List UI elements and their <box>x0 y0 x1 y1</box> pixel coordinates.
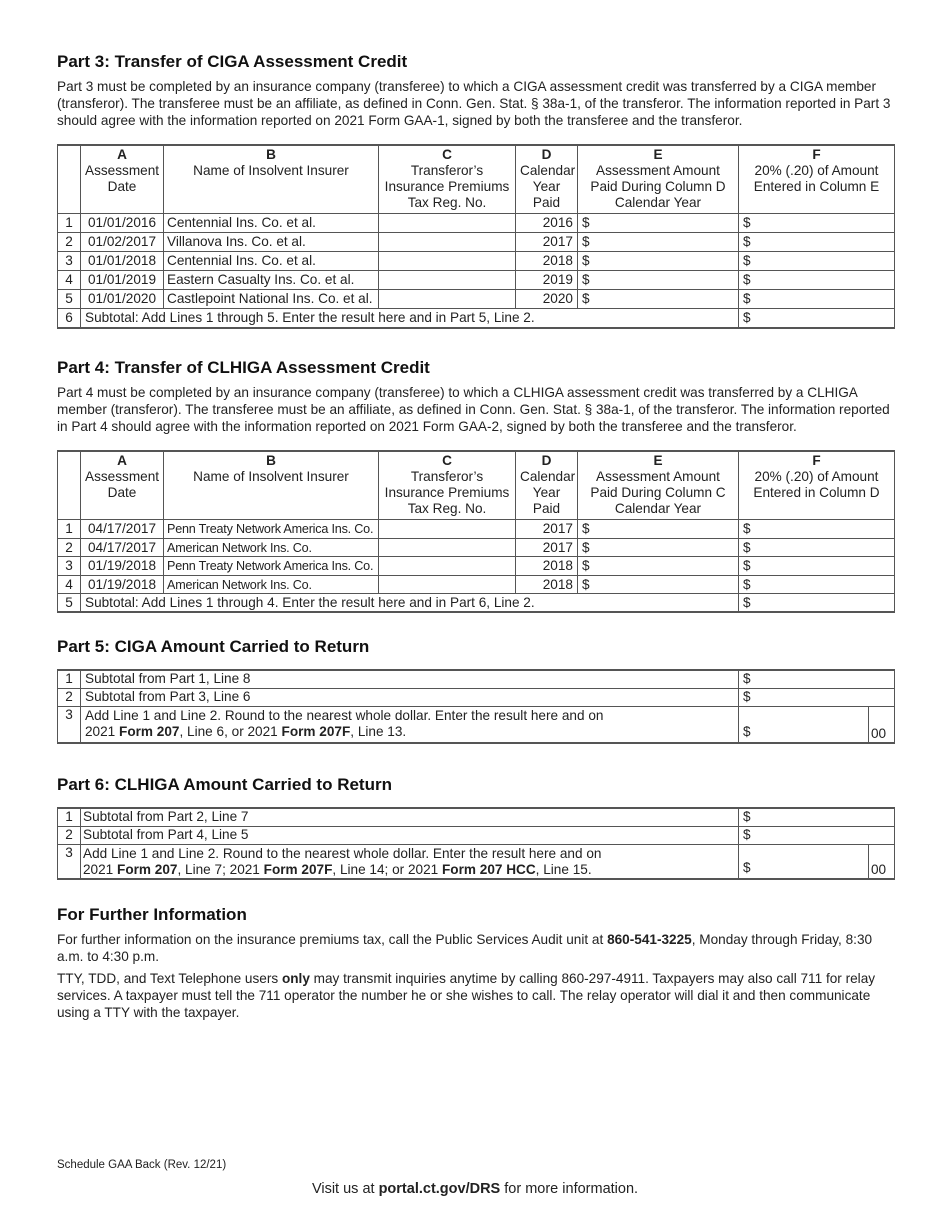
text: Add Line 1 and Line 2. Round to the nearest whole dollar. Enter the result here and on <box>85 707 604 723</box>
column-header <box>164 145 379 214</box>
insurer-name: Penn Treaty Network America Ins. Co. <box>164 557 379 576</box>
line-number: 6 <box>58 309 81 328</box>
assessment-date: 01/01/2019 <box>81 271 164 290</box>
amount-field[interactable]: $ <box>739 688 895 706</box>
part5-title: Part 5: CIGA Amount Carried to Return <box>57 637 370 656</box>
amount-field[interactable]: $ <box>739 706 869 743</box>
part5-section <box>57 637 894 744</box>
amount-field[interactable]: $ <box>739 670 895 688</box>
line-number: 3 <box>58 252 81 271</box>
amount-field[interactable]: $ <box>578 233 739 252</box>
text: may transmit inquiries anytime by calling 860-297-4911. Taxpayers may also call 711 for relay services. A taxpayer must tell the 711 operator the number he or she wishes to call. The relay operator will dial it and then communicate using a TTY with the taxpayer. <box>57 971 876 1020</box>
column-title: Calendar Year Paid <box>520 469 576 516</box>
line-number: 5 <box>58 290 81 309</box>
calendar-year: 2018 <box>516 252 578 271</box>
assessment-date: 01/19/2018 <box>81 557 164 576</box>
column-letter: E <box>653 147 663 162</box>
part3-table <box>57 144 895 329</box>
line-label: Subtotal from Part 3, Line 6 <box>81 688 739 706</box>
insurer-name: Eastern Casualty Ins. Co. et al. <box>164 271 379 290</box>
credit-field[interactable]: $ <box>739 557 895 576</box>
assessment-date: 01/01/2016 <box>81 214 164 233</box>
line-col-header <box>58 145 81 214</box>
line-label <box>81 844 739 879</box>
subtotal-row <box>58 309 895 328</box>
table-row <box>58 290 895 309</box>
info-paragraph-2 <box>57 970 894 1021</box>
column-letter: B <box>266 147 276 162</box>
column-letter: F <box>812 147 821 162</box>
calendar-year: 2017 <box>516 520 578 539</box>
visit-line <box>0 1181 950 1198</box>
credit-field[interactable]: $ <box>739 233 895 252</box>
table-row <box>58 214 895 233</box>
column-header <box>578 451 739 520</box>
table-row <box>58 575 895 594</box>
column-header <box>739 145 895 214</box>
part5-line-1 <box>58 670 895 688</box>
line-number: 1 <box>58 670 81 688</box>
column-title: Assessment Date <box>85 163 160 194</box>
line-label: Subtotal from Part 4, Line 5 <box>81 826 739 844</box>
line-number: 1 <box>58 214 81 233</box>
line-number: 2 <box>58 688 81 706</box>
line-number: 2 <box>58 233 81 252</box>
line-number: 5 <box>58 594 81 613</box>
form-id: Schedule GAA Back (Rev. 12/21) <box>57 1159 227 1171</box>
part4-table <box>57 450 895 613</box>
insurer-name: Centennial Ins. Co. et al. <box>164 252 379 271</box>
credit-field[interactable]: $ <box>739 538 895 557</box>
part5-table <box>57 669 895 744</box>
info-paragraph-1 <box>57 931 894 965</box>
part6-title: Part 6: CLHIGA Amount Carried to Return <box>57 775 392 794</box>
line-col-header <box>58 451 81 520</box>
line-number: 3 <box>58 557 81 576</box>
tax-reg-field[interactable] <box>379 290 516 309</box>
part4-section <box>57 358 894 435</box>
text: , Line 7; 2021 <box>177 861 264 877</box>
tax-reg-field[interactable] <box>379 214 516 233</box>
column-header <box>578 145 739 214</box>
insurer-name: American Network Ins. Co. <box>164 575 379 594</box>
subtotal-label: Subtotal: Add Lines 1 through 5. Enter the result here and in Part 5, Line 2. <box>81 309 739 328</box>
form-ref: Form 207 <box>119 723 180 739</box>
cents-field: 00 <box>869 706 895 743</box>
tax-reg-field[interactable] <box>379 575 516 594</box>
subtotal-row <box>58 594 895 613</box>
column-title: Assessment Date <box>85 469 160 500</box>
column-header <box>81 451 164 520</box>
header-row <box>58 451 895 520</box>
column-letter: E <box>653 453 663 468</box>
amount-field[interactable]: $ <box>578 271 739 290</box>
tax-reg-field[interactable] <box>379 271 516 290</box>
calendar-year: 2017 <box>516 538 578 557</box>
amount-field[interactable]: $ <box>578 520 739 539</box>
part3-title: Part 3: Transfer of CIGA Assessment Credit <box>57 52 408 71</box>
part4-title: Part 4: Transfer of CLHIGA Assessment Credit <box>57 358 430 377</box>
table-row <box>58 538 895 557</box>
column-header <box>81 145 164 214</box>
credit-field[interactable]: $ <box>739 271 895 290</box>
line-number: 2 <box>58 826 81 844</box>
table-row <box>58 252 895 271</box>
column-letter: B <box>266 453 276 468</box>
column-title: 20% (.20) of Amount Entered in Column E <box>753 163 880 194</box>
line-number: 4 <box>58 271 81 290</box>
tax-reg-field[interactable] <box>379 233 516 252</box>
column-letter: C <box>442 147 452 162</box>
calendar-year: 2017 <box>516 233 578 252</box>
phone-number: 860-541-3225 <box>607 932 692 947</box>
column-title: Name of Insolvent Insurer <box>193 163 349 178</box>
amount-field[interactable]: $ <box>578 252 739 271</box>
text: for more information. <box>500 1181 639 1197</box>
further-info-section <box>57 905 894 1021</box>
text: , Line 6, or 2021 <box>179 723 282 739</box>
text: , Line 13. <box>350 723 407 739</box>
part3-section <box>57 52 894 129</box>
column-letter: D <box>541 453 552 468</box>
subtotal-field[interactable]: $ <box>739 594 895 613</box>
column-header <box>164 451 379 520</box>
assessment-date: 01/02/2017 <box>81 233 164 252</box>
column-title: Assessment Amount Paid During Column C Calendar Year <box>590 469 726 516</box>
column-header <box>379 145 516 214</box>
part6-line-2 <box>58 826 895 844</box>
text: , Line 14; or 2021 <box>332 861 442 877</box>
column-title: Name of Insolvent Insurer <box>193 469 349 484</box>
line-label: Subtotal from Part 1, Line 8 <box>81 670 739 688</box>
cents-field: 00 <box>869 844 895 879</box>
text: , Line 15. <box>535 861 592 877</box>
subtotal-label: Subtotal: Add Lines 1 through 4. Enter the result here and in Part 6, Line 2. <box>81 594 739 613</box>
calendar-year: 2019 <box>516 271 578 290</box>
emphasis: only <box>281 971 310 986</box>
part5-line-3 <box>58 706 895 743</box>
column-letter: C <box>442 453 452 468</box>
amount-field[interactable]: $ <box>739 808 895 826</box>
column-title: 20% (.20) of Amount Entered in Column D <box>753 469 880 500</box>
credit-field[interactable]: $ <box>739 252 895 271</box>
form-ref: Form 207F <box>281 723 351 739</box>
calendar-year: 2018 <box>516 557 578 576</box>
amount-field[interactable]: $ <box>739 826 895 844</box>
amount-field[interactable]: $ <box>578 214 739 233</box>
text: , Monday through Friday, 8:30 a.m. to 4:30 p.m. <box>57 932 873 964</box>
website-link[interactable]: portal.ct.gov/DRS <box>378 1181 501 1197</box>
tax-reg-field[interactable] <box>379 252 516 271</box>
column-letter: F <box>812 453 821 468</box>
assessment-date: 01/01/2018 <box>81 252 164 271</box>
line-number: 1 <box>58 520 81 539</box>
column-header <box>739 451 895 520</box>
part4-table-wrap <box>57 450 894 613</box>
table-row <box>58 557 895 576</box>
text: 2021 <box>85 723 120 739</box>
further-info-title: For Further Information <box>57 905 247 924</box>
column-title: Assessment Amount Paid During Column D Calendar Year <box>590 163 726 210</box>
column-header <box>516 451 578 520</box>
subtotal-field[interactable]: $ <box>739 309 895 328</box>
part3-table-wrap <box>57 144 894 329</box>
amount-field[interactable]: $ <box>578 290 739 309</box>
insurer-name: Castlepoint National Ins. Co. et al. <box>164 290 379 309</box>
assessment-date: 04/17/2017 <box>81 538 164 557</box>
line-label <box>81 706 739 743</box>
credit-field[interactable]: $ <box>739 575 895 594</box>
credit-field[interactable]: $ <box>739 520 895 539</box>
part6-section <box>57 775 894 880</box>
amount-field[interactable]: $ <box>578 538 739 557</box>
column-letter: A <box>117 453 127 468</box>
header-row <box>58 145 895 214</box>
text: Add Line 1 and Line 2. Round to the nearest whole dollar. Enter the result here and on <box>83 845 602 861</box>
calendar-year: 2020 <box>516 290 578 309</box>
insurer-name: American Network Ins. Co. <box>164 538 379 557</box>
tax-reg-field[interactable] <box>379 538 516 557</box>
part6-table <box>57 807 895 880</box>
amount-field[interactable]: $ <box>739 844 869 879</box>
calendar-year: 2016 <box>516 214 578 233</box>
text: Visit us at <box>311 1181 379 1197</box>
column-header <box>379 451 516 520</box>
amount-field[interactable]: $ <box>578 575 739 594</box>
line-number: 3 <box>58 706 81 743</box>
line-label: Subtotal from Part 2, Line 7 <box>81 808 739 826</box>
table-row <box>58 233 895 252</box>
part4-intro: Part 4 must be completed by an insurance company (transferee) to which a CLHIGA assessment credit was transferred by a CLHIGA member (transferor). The transferee must be an affiliate, as defined in Conn. Gen. Stat. § 38a-1, of the transferor. The information reported in Part 4 should agree with the information reported on 2021 Form GAA-2, signed by both the transferee and the transferor. <box>57 385 890 434</box>
form-ref: Form 207 <box>117 861 178 877</box>
column-header <box>516 145 578 214</box>
assessment-date: 01/01/2020 <box>81 290 164 309</box>
insurer-name: Centennial Ins. Co. et al. <box>164 214 379 233</box>
tax-reg-field[interactable] <box>379 520 516 539</box>
insurer-name: Villanova Ins. Co. et al. <box>164 233 379 252</box>
line-number: 4 <box>58 575 81 594</box>
amount-field[interactable]: $ <box>578 557 739 576</box>
assessment-date: 04/17/2017 <box>81 520 164 539</box>
text: 2021 <box>83 861 118 877</box>
form-ref: Form 207F <box>263 861 333 877</box>
column-title: Calendar Year Paid <box>520 163 576 210</box>
insurer-name: Penn Treaty Network America Ins. Co. <box>164 520 379 539</box>
text: For further information on the insurance premiums tax, call the Public Services Audit unit at <box>57 932 608 947</box>
tax-reg-field[interactable] <box>379 557 516 576</box>
line-number: 1 <box>58 808 81 826</box>
form-ref: Form 207 HCC <box>442 861 536 877</box>
line-number: 2 <box>58 538 81 557</box>
column-letter: D <box>541 147 552 162</box>
column-title: Transferor’s Insurance Premiums Tax Reg. No. <box>384 163 510 210</box>
credit-field[interactable]: $ <box>739 214 895 233</box>
part3-intro: Part 3 must be completed by an insurance company (transferee) to which a CIGA assessment credit was transferred by a CIGA member (transferor). The transferee must be an affiliate, as defined in Conn. Gen. Stat. § 38a-1, of the transferor. The information reported in Part 3 should agree with the information reported on 2021 Form GAA-1, signed by both the transferee and the transferor. <box>57 79 891 128</box>
table-row <box>58 520 895 539</box>
part5-line-2 <box>58 688 895 706</box>
part6-line-1 <box>58 808 895 826</box>
line-number: 3 <box>58 844 81 879</box>
column-title: Transferor’s Insurance Premiums Tax Reg. No. <box>384 469 510 516</box>
table-row <box>58 271 895 290</box>
column-letter: A <box>117 147 127 162</box>
assessment-date: 01/19/2018 <box>81 575 164 594</box>
calendar-year: 2018 <box>516 575 578 594</box>
part6-line-3 <box>58 844 895 879</box>
text: TTY, TDD, and Text Telephone users <box>57 971 282 986</box>
credit-field[interactable]: $ <box>739 290 895 309</box>
